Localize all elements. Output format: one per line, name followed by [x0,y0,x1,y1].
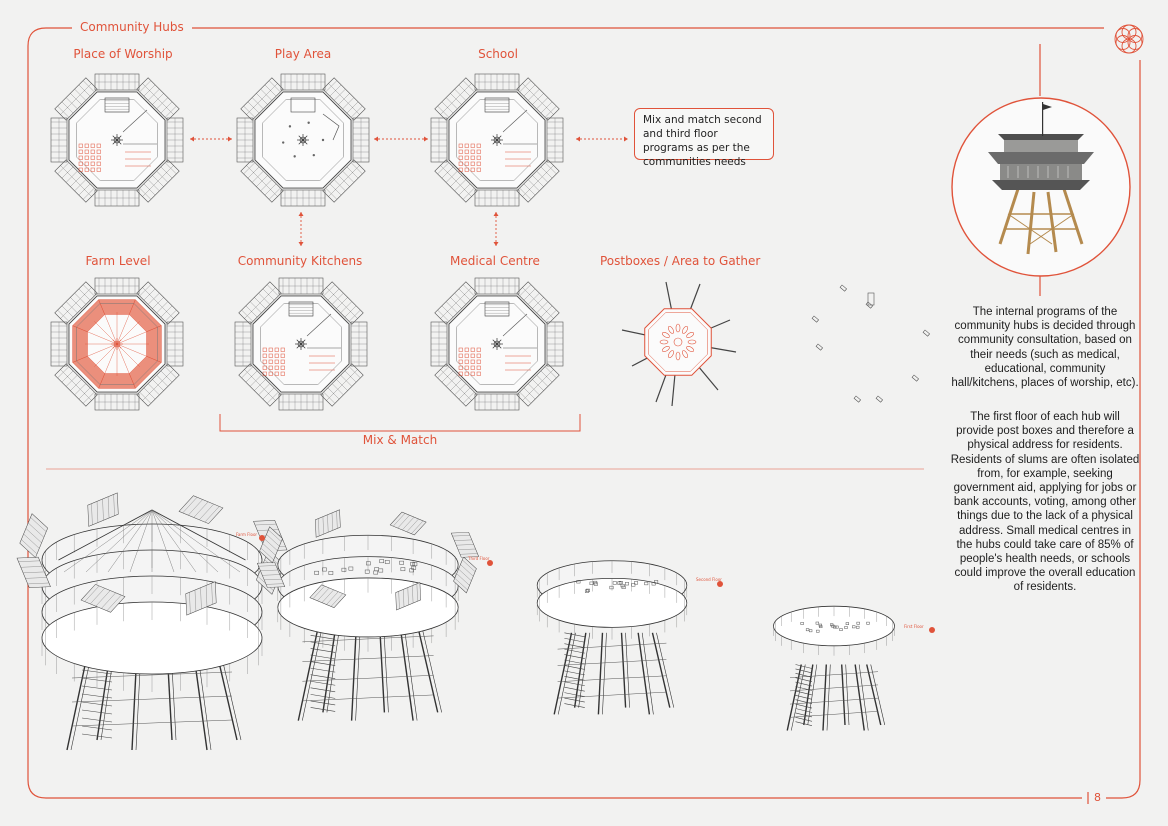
plan-title-worship: Place of Worship [73,47,173,61]
plan-title-farm: Farm Level [85,254,151,268]
axo-first-floor [774,606,895,730]
axo-third-floor [257,510,478,721]
plan-title-kitchens: Community Kitchens [237,254,363,268]
section-title: Community Hubs [80,20,184,34]
callout-box: Mix and match second and third floor programs as per the communities needs [634,108,774,160]
axo-tag-second: Second Floor [696,577,722,582]
axo-tag-farm: Farm Floor [236,532,258,537]
plan-title-postboxes: Postboxes / Area to Gather [600,254,761,268]
description-para-1: The internal programs of the community hubs is decided through community consultation, based on their needs (such as medical, educational, community hall/kitchens, places of worship, etc). [951,306,1139,390]
mix-match-label: Mix & Match [362,433,438,447]
axo-second-floor [537,561,687,715]
axo-tag-third: Third Floor [468,556,490,561]
page-number: 8 [1094,791,1101,804]
tag-marker-icon [929,627,935,633]
description-para-2: The first floor of each hub will provide post boxes and therefore a physical address for residents. Residents of slums are often isolated from, for example, seeking government aid, applying for jobs or bank accounts, voting, among other things due to the lack of a physical address. Small medical centres in the hubs could take care of 85% of people's health needs, or schools could improve the overall education of residents. [950,411,1140,594]
plan-title-school: School [478,47,518,61]
axo-tag-first: First Floor [904,624,924,629]
plan-title-medical: Medical Centre [450,254,540,268]
tag-marker-icon [259,535,265,541]
plan-title-play: Play Area [274,47,332,61]
